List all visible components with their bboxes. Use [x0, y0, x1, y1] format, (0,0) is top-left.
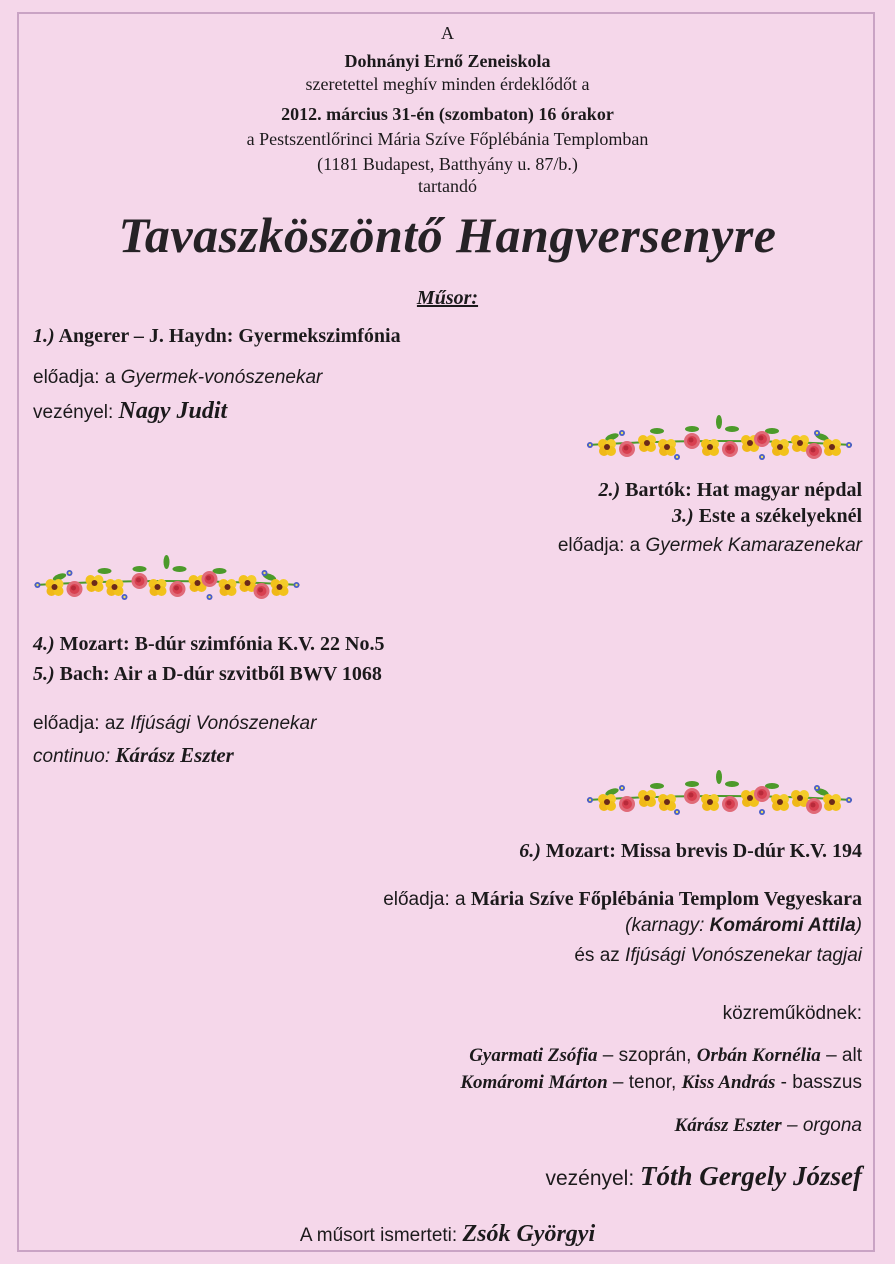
program-item-2 [0, 478, 862, 503]
continuo-prefix: continuo: [33, 746, 116, 767]
item-number: 3.) [672, 505, 694, 527]
soloist-name: Komáromi Márton [460, 1072, 608, 1093]
conductor-name: Tóth Gergely József [640, 1161, 862, 1191]
item-number: 6.) [519, 840, 541, 862]
event-address: (1181 Budapest, Batthyány u. 87/b.) [317, 154, 578, 174]
conductor-name: Nagy Judit [118, 398, 228, 424]
soloist-role: – tenor, [607, 1072, 682, 1093]
flower-garland-2 [28, 555, 306, 610]
soloist-name: Gyarmati Zsófia [469, 1045, 598, 1066]
school-name: Dohnányi Ernő Zeneiskola [344, 51, 551, 71]
block4-performer [0, 886, 862, 913]
organ-line [0, 1113, 862, 1139]
program-item-3 [0, 504, 862, 529]
soloist-role: – szoprán, [597, 1045, 697, 1066]
block4-es-az [0, 943, 862, 969]
item-text: Angerer – J. Haydn: Gyermekszimfónia [58, 325, 401, 347]
soloist-name: Orbán Kornélia [696, 1045, 821, 1066]
event-date: 2012. március 31-én (szombaton) 16 órakor [281, 104, 614, 124]
performer-name: Gyermek-vonószenekar [120, 367, 323, 388]
kozremukodnek-label: közreműködnek: [722, 1003, 862, 1024]
soloist-role: - basszus [775, 1072, 862, 1093]
block3-performer [33, 711, 316, 737]
flower-garland-3 [582, 770, 857, 825]
flower-garland-1 [582, 415, 857, 470]
presenter-name: Zsók Györgyi [462, 1221, 596, 1247]
tartando-text: tartandó [418, 176, 477, 196]
performer-name: Ifjúsági Vonószenekar [130, 713, 317, 734]
karnagy-close: ) [855, 915, 862, 936]
invite-text: szeretettel meghív minden érdeklődőt a [305, 74, 590, 94]
soloist-role: – alt [820, 1045, 862, 1066]
conductor-prefix: vezényel: [33, 402, 119, 423]
concert-title: Tavaszköszöntő Hangversenyre [118, 207, 777, 263]
item-number: 1.) [33, 325, 55, 347]
soloists-line-1 [0, 1043, 862, 1069]
soloists-line-2 [0, 1070, 862, 1096]
performer-prefix: előadja: a [383, 889, 471, 910]
program-label: Műsor: [416, 287, 479, 309]
organist-name: Kárász Eszter [674, 1115, 782, 1136]
presenter-line [0, 1221, 895, 1249]
block1-conductor [33, 398, 227, 426]
block1-performer [33, 365, 322, 391]
organist-role: – orgona [781, 1115, 862, 1136]
conductor-prefix: vezényel: [545, 1167, 641, 1190]
performer-prefix: előadja: az [33, 713, 131, 734]
continuo-name: Kárász Eszter [115, 743, 234, 767]
block4-karnagy [0, 913, 862, 939]
header-line-a: A [441, 23, 454, 43]
item-text: Mozart: B-dúr szimfónia K.V. 22 No.5 [59, 633, 385, 655]
karnagy-prefix: (karnagy: [625, 915, 710, 936]
performer-prefix: előadja: a [33, 367, 121, 388]
presenter-prefix: A műsort ismerteti: [299, 1225, 463, 1246]
soloist-name: Kiss András [681, 1072, 776, 1093]
program-item-6 [0, 839, 862, 864]
performer-name: Gyermek Kamarazenekar [645, 535, 862, 556]
es-prefix: és az [574, 945, 626, 966]
block4-conductor [0, 1163, 862, 1193]
event-venue: a Pestszentlőrinci Mária Szíve Főplébánia Templomban [246, 129, 649, 149]
item-text: Este a székelyeknél [698, 505, 862, 527]
program-item-1 [33, 324, 401, 349]
item-number: 5.) [33, 663, 55, 685]
performer-prefix: előadja: a [557, 535, 646, 556]
item-number: 2.) [598, 479, 621, 501]
program-item-5 [33, 662, 382, 687]
performer-name: Mária Szíve Főplébánia Templom Vegyeskara [470, 888, 862, 910]
item-number: 4.) [33, 633, 55, 655]
block3-continuo [33, 742, 234, 770]
karnagy-name: Komáromi Attila [709, 915, 856, 936]
item-text: Mozart: Missa brevis D-dúr K.V. 194 [545, 840, 862, 862]
item-text: Bartók: Hat magyar népdal [625, 479, 862, 501]
item-text: Bach: Air a D-dúr szvitből BWV 1068 [59, 663, 382, 685]
es-name: Ifjúsági Vonószenekar tagjai [625, 945, 862, 966]
program-item-4 [33, 632, 384, 657]
